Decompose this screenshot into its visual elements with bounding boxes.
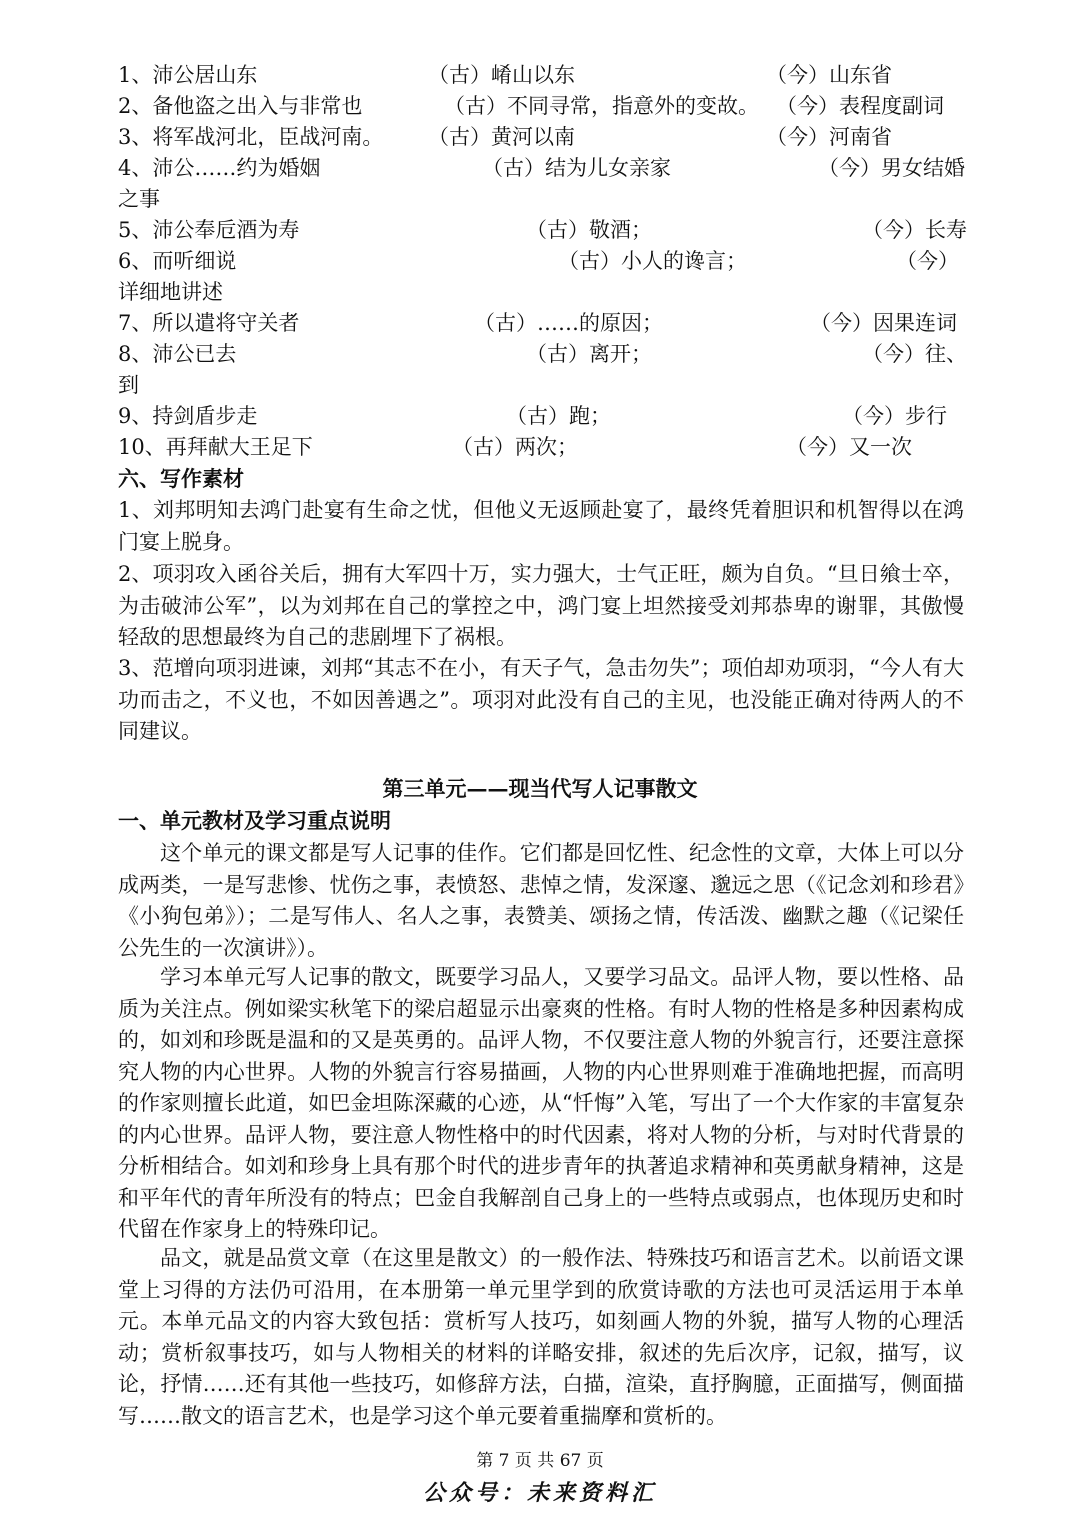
- paragraph: 学习本单元写人记事的散文，既要学习品人，又要学习品文。品评人物，要以性格、品质为关注点。例如梁实秋笔下的梁启超显示出豪爽的性格。有时人物的性格是多种因素构成的，如刘和珍既是温和的又是英勇的。品评人物，不仅要注意人物的外貌言行，还要注意探究人物的内心世界。人物的外貌言行容易描画，人物的内心世界则难于准确地把握，而高明的作家则擅长此道，如巴金坦陈深藏的心迹，从“忏悔”入笔，写出了一个大作家的丰富复杂的内心世界。品评人物，要注意人物性格中的时代因素，将对人物的分析，与对时代背景的分析相结合。如刘和珍身上具有那个时代的进步青年的执著追求精神和英勇献身精神，这是和平年代的青年所没有的特点；巴金自我解剖自己身上的一些特点或弱点，也体现历史和时代留在作家身上的特殊印记。: [118, 965, 964, 1241]
- gujin-continuation: 详细地讲述: [118, 280, 223, 304]
- gujin-gu: （古）跑；: [506, 404, 611, 428]
- gujin-item: 6、而听细说: [118, 249, 237, 273]
- gujin-item: 2、备他盗之出入与非常也: [118, 94, 363, 118]
- gujin-item: 1、沛公居山东: [118, 63, 258, 87]
- section-heading: 六、写作素材: [118, 466, 244, 491]
- gujin-gu: （古）小人的谗言；: [558, 249, 747, 273]
- gujin-gu: （古）结为儿女亲家: [482, 156, 671, 180]
- gujin-jin: （今）男女结婚: [818, 156, 965, 180]
- gujin-gu: （古）……的原因；: [474, 311, 663, 335]
- gujin-item: 10、再拜献大王足下: [118, 435, 313, 459]
- gujin-item: 7、所以遣将守关者: [118, 311, 300, 335]
- gujin-gu: （古）两次；: [452, 435, 578, 459]
- gujin-item: 4、沛公……约为婚姻: [118, 156, 321, 180]
- gujin-jin: （今）表程度副词: [776, 94, 944, 118]
- gujin-gu: （古）离开；: [526, 342, 652, 366]
- paragraph: 品文，就是品赏文章（在这里是散文）的一般作法、特殊技巧和语言艺术。以前语文课堂上习得的方法仍可沿用，在本册第一单元里学到的欣赏诗歌的方法也可灵活运用于本单元。本单元品文的内容大致包括：赏析写人技巧，如刻画人物的外貌，描写人物的心理活动；赏析叙事技巧，如与人物相关的材料的详略安排，叙述的先后次序，记叙，描写，议论，抒情……还有其他一些技巧，如修辞方法，白描，渲染，直抒胸臆，正面描写，侧面描写……散文的语言艺术，也是学习这个单元要着重揣摩和赏析的。: [118, 1246, 964, 1428]
- gujin-jin: （今）长寿: [862, 218, 967, 242]
- paragraph: 1、刘邦明知去鸿门赴宴有生命之忧，但他义无返顾赴宴了，最终凭着胆识和机智得以在鸿门宴上脱身。: [118, 498, 964, 554]
- gujin-continuation: 之事: [118, 187, 160, 211]
- gujin-jin: （今）步行: [842, 404, 947, 428]
- brand-watermark: 公众号：未来资料汇: [422, 1480, 657, 1506]
- paragraph: 2、项羽攻入函谷关后，拥有大军四十万，实力强大，士气正旺，颇为自负。“旦日飨士卒，为击破沛公军”，以为刘邦在自己的掌控之中，鸿门宴上坦然接受刘邦恭卑的谢罪，其傲慢轻敌的思想最终为自己的悲剧埋下了祸根。: [118, 562, 964, 649]
- gujin-item: 3、将军战河北，臣战河南。: [118, 125, 384, 149]
- page-number: 第 7 页 共 67 页: [476, 1451, 604, 1471]
- gujin-item: 5、沛公奉卮酒为寿: [118, 218, 300, 242]
- gujin-jin: （今）山东省: [766, 63, 892, 87]
- gujin-jin: （今）往、: [862, 342, 967, 366]
- gujin-jin: （今）因果连词: [810, 311, 957, 335]
- gujin-continuation: 到: [118, 373, 139, 397]
- unit-title: 第三单元——现当代写人记事散文: [382, 776, 698, 801]
- paragraph: 这个单元的课文都是写人记事的佳作。它们都是回忆性、纪念性的文章，大体上可以分成两类，一是写悲惨、忧伤之事，表愤怒、悲悼之情，发深邃、邈远之思（《记念刘和珍君》《小狗包弟》）；二是写伟人、名人之事，表赞美、颂扬之情，传活泼、幽默之趣（《记梁任公先生的一次演讲》）。: [118, 841, 964, 960]
- gujin-jin: （今）: [896, 249, 959, 273]
- section-heading: 一、单元教材及学习重点说明: [118, 808, 391, 833]
- gujin-gu: （古）崤山以东: [428, 63, 575, 87]
- gujin-item: 9、持剑盾步走: [118, 404, 258, 428]
- gujin-item: 8、沛公已去: [118, 342, 237, 366]
- gujin-jin: （今）河南省: [766, 125, 892, 149]
- paragraph: 3、范增向项羽进谏，刘邦“其志不在小，有天子气，急击勿失”；项伯却劝项羽，“今人有大功而击之，不义也，不如因善遇之”。项羽对此没有自己的主见，也没能正确对待两人的不同建议。: [118, 656, 964, 743]
- gujin-gu: （古）黄河以南: [428, 125, 575, 149]
- gujin-jin: （今）又一次: [786, 435, 912, 459]
- gujin-gu: （古）不同寻常，指意外的变故。: [444, 94, 759, 118]
- gujin-gu: （古）敬酒；: [526, 218, 652, 242]
